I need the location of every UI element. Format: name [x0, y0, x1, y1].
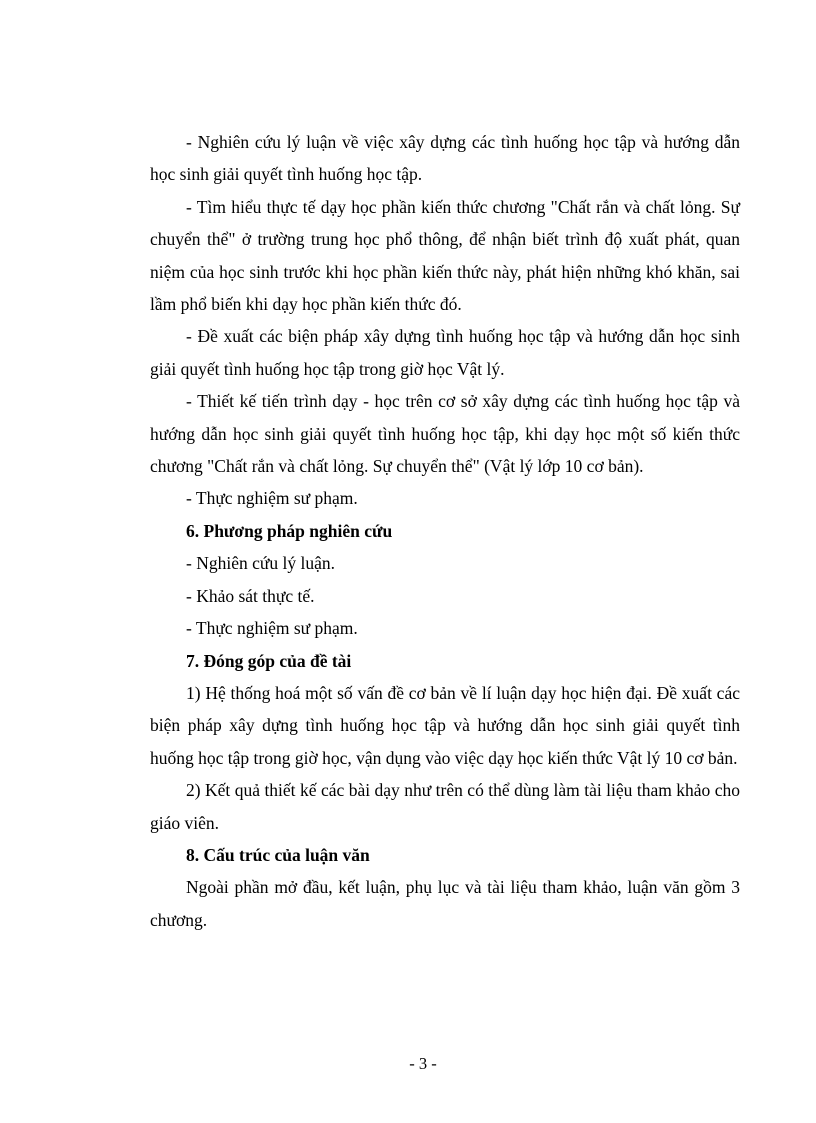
paragraph-contribution-1: 1) Hệ thống hoá một số vấn đề cơ bản về lí luận dạy học hiện đại. Đề xuất các biện pháp xây dựng tình huống học tập và hướng dẫn học sinh giải quyết tình huống học tập trong giờ học, vận dụng vào việc dạy học kiến thức Vật lý 10 cơ bản.: [150, 682, 740, 768]
paragraph-propose-measures: - Đề xuất các biện pháp xây dựng tình huống học tập và hướng dẫn học sinh giải quyết tình huống học tập trong giờ học Vật lý.: [150, 326, 740, 379]
heading-research-methods: 6. Phương pháp nghiên cứu: [186, 520, 393, 541]
heading-thesis-structure: 8. Cấu trúc của luận văn: [186, 844, 370, 865]
paragraph-pedagogical-experiment: - Thực nghiệm sư phạm.: [186, 488, 358, 509]
list-item-experiment: - Thực nghiệm sư phạm.: [186, 618, 358, 639]
paragraph-contribution-2: 2) Kết quả thiết kế các bài dạy như trên có thể dùng làm tài liệu tham khảo cho giáo viên.: [150, 780, 740, 833]
list-item-theory-study: - Nghiên cứu lý luận.: [186, 553, 335, 574]
paragraph-research-theory: - Nghiên cứu lý luận về việc xây dựng các tình huống học tập và hướng dẫn học sinh giải quyết tình huống học tập.: [150, 132, 740, 185]
paragraph-survey-reality: - Tìm hiểu thực tế dạy học phần kiến thức chương "Chất rắn và chất lỏng. Sự chuyển thể" ở trường trung học phổ thông, để nhận biết trình độ xuất phát, quan niệm của học sinh trước khi học phần kiến thức này, phát hiện những khó khăn, sai lầm phổ biến khi dạy học phần kiến thức đó.: [150, 196, 740, 315]
paragraph-design-process: - Thiết kế tiến trình dạy - học trên cơ sở xây dựng các tình huống học tập và hướng dẫn học sinh giải quyết tình huống học tập, khi dạy học một số kiến thức chương "Chất rắn và chất lỏng. Sự chuyển thể" (Vật lý lớp 10 cơ bản).: [150, 391, 740, 477]
heading-contributions: 7. Đóng góp của đề tài: [186, 650, 352, 671]
document-page: [150, 126, 740, 936]
paragraph-thesis-structure: Ngoài phần mở đầu, kết luận, phụ lục và tài liệu tham khảo, luận văn gồm 3 chương.: [150, 877, 740, 930]
page-number: - 3 -: [409, 1054, 437, 1073]
list-item-field-survey: - Khảo sát thực tế.: [186, 585, 315, 606]
